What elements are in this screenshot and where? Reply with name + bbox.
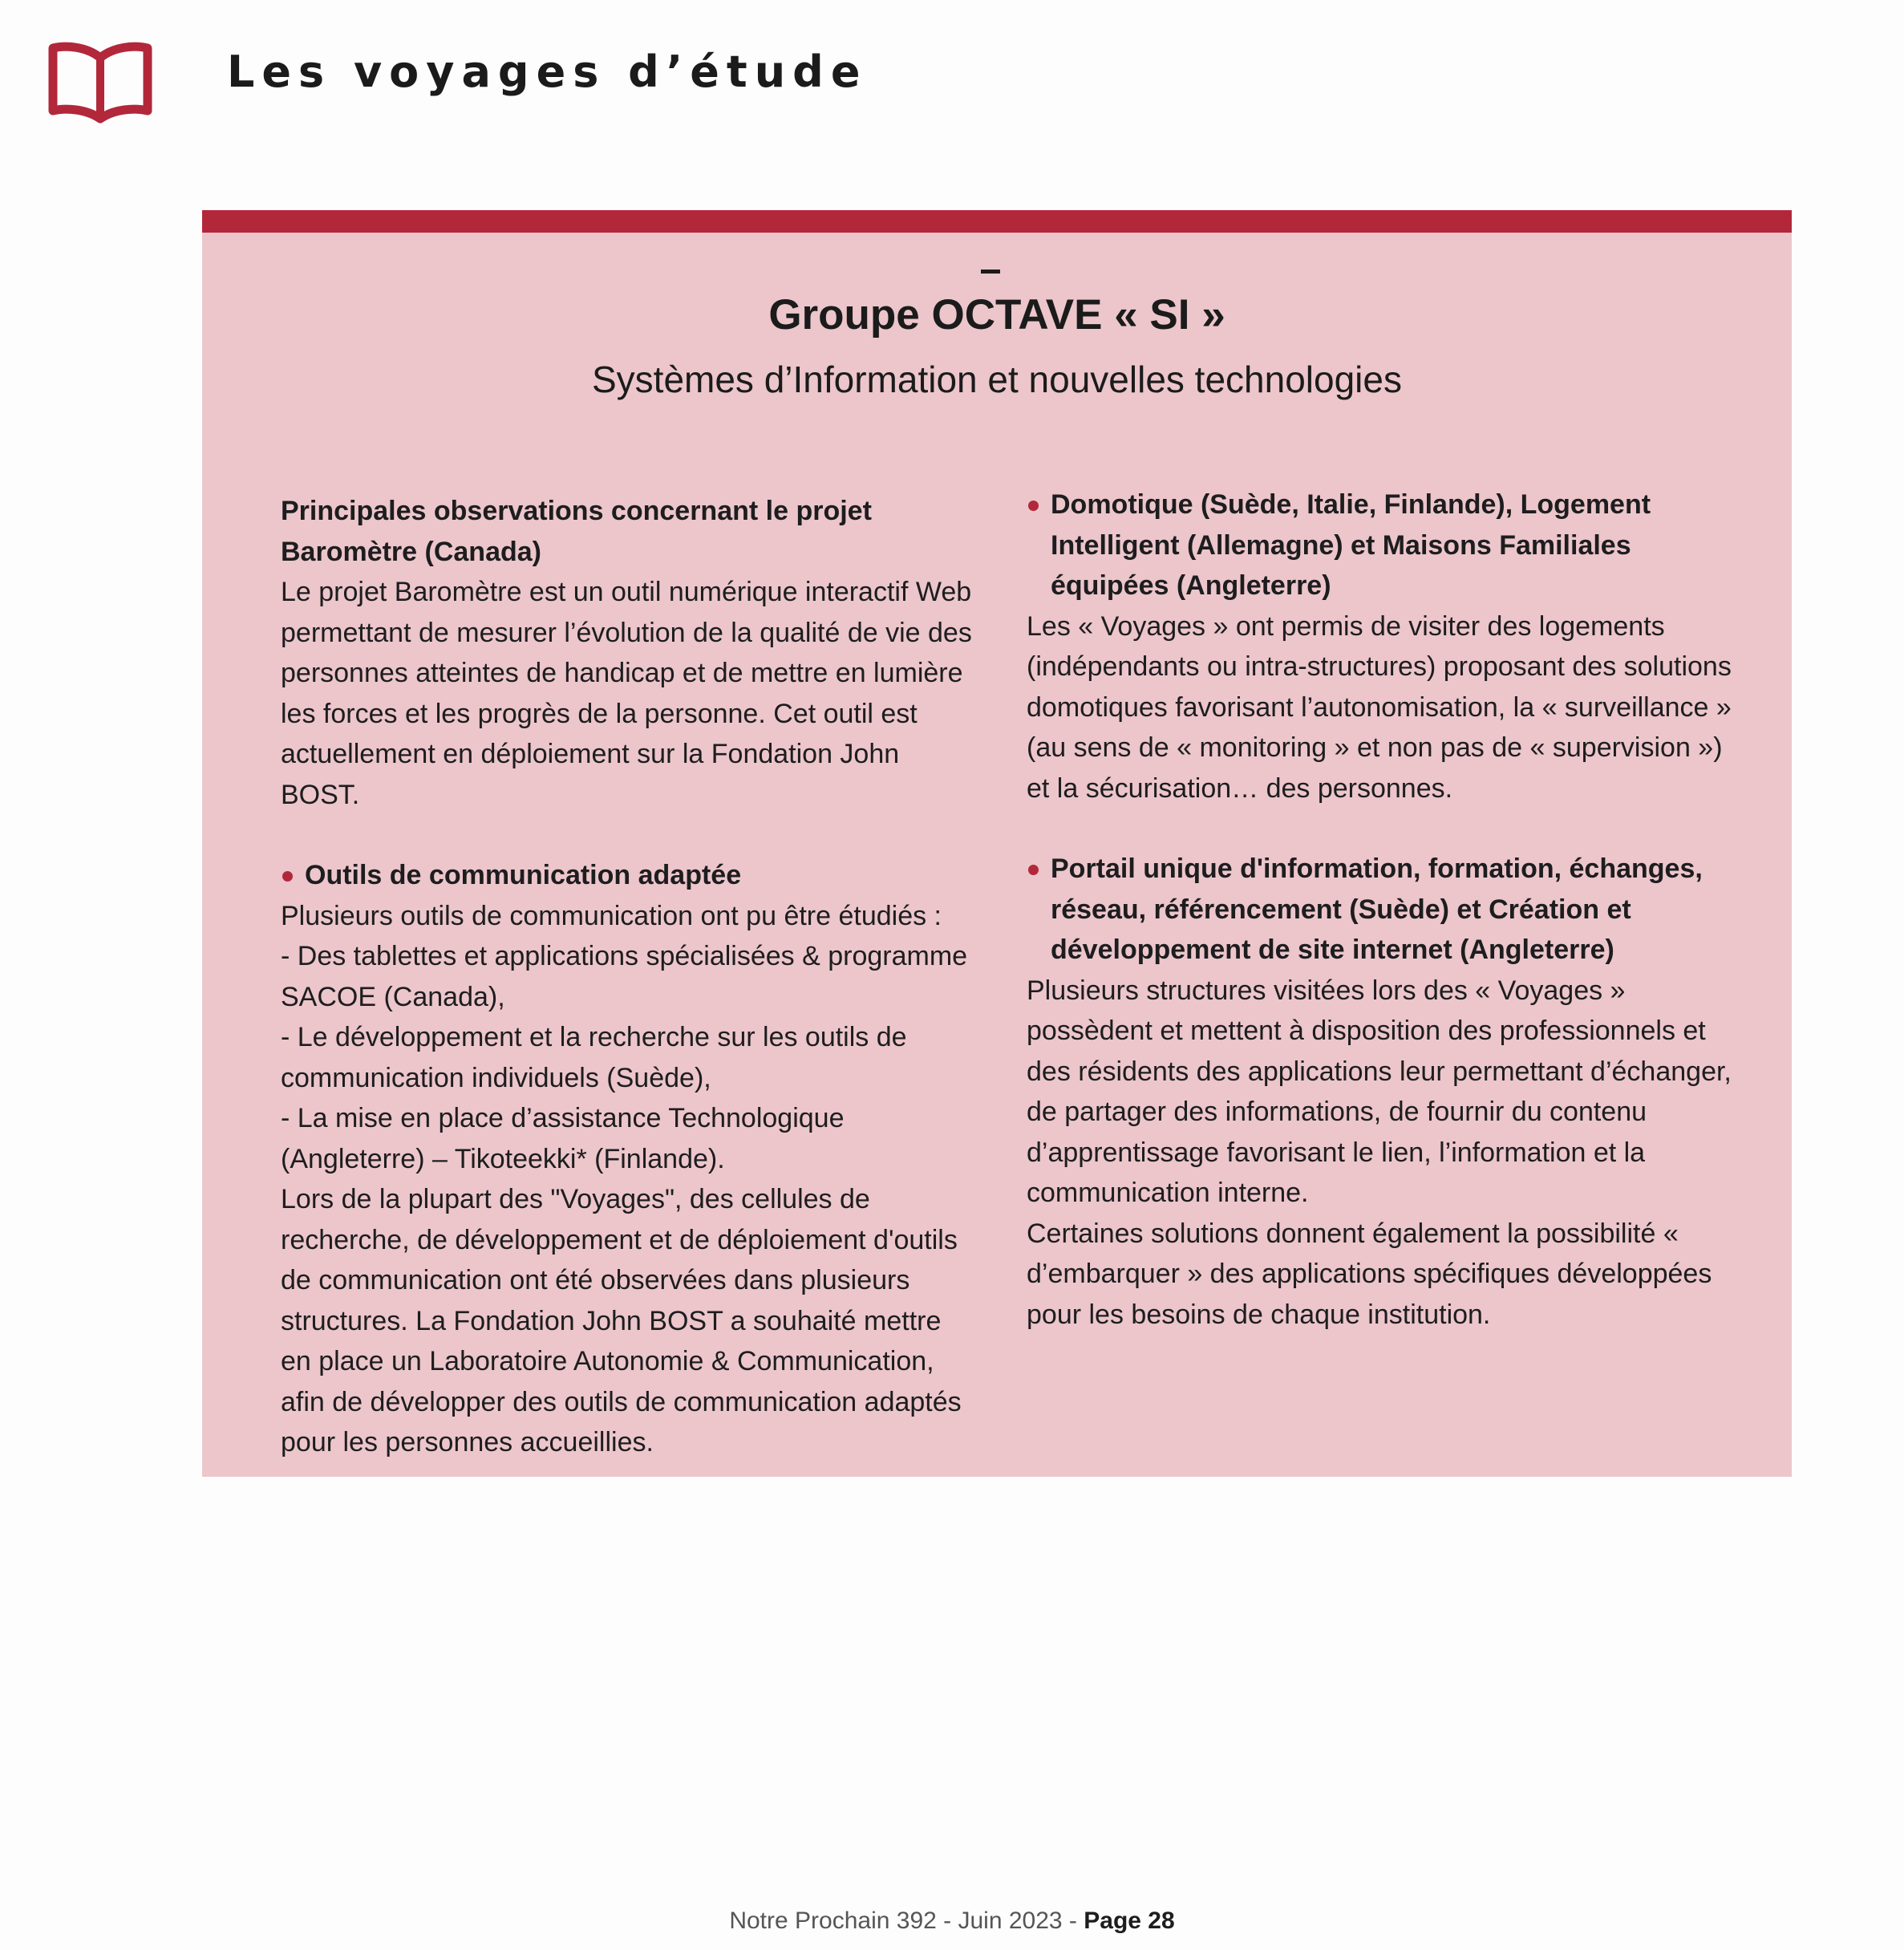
page-number: Page 28 bbox=[1084, 1907, 1175, 1934]
footer-text: Notre Prochain 392 - Juin 2023 - bbox=[729, 1907, 1084, 1934]
page-footer bbox=[0, 1907, 1904, 1935]
left-column bbox=[281, 491, 978, 1463]
section-line: - Des tablettes et applications spécialisées & programme SACOE (Canada), bbox=[281, 941, 968, 1012]
section-line: Certaines solutions donnent également la possibilité « d’embarquer » des applications spécifiques développées pour les besoins de chaque institution. bbox=[1027, 1218, 1712, 1330]
title-dash bbox=[981, 270, 1000, 274]
section-heading-text: Portail unique d'information, formation, échanges, réseau, référencement (Suède) et Création et développement de site internet (Angleterre) bbox=[1051, 853, 1703, 965]
bullet-dot-icon bbox=[1028, 865, 1039, 875]
section-heading-text: Outils de communication adaptée bbox=[305, 860, 742, 890]
section-line: - La mise en place d’assistance Technologique (Angleterre) – Tikoteekki* (Finlande). bbox=[281, 1103, 845, 1174]
section-line: - Le développement et la recherche sur les outils de communication individuels (Suède), bbox=[281, 1022, 907, 1093]
box-top-bar bbox=[202, 210, 1792, 233]
book-icon bbox=[47, 40, 154, 125]
box-subtitle: Systèmes d’Information et nouvelles technologies bbox=[591, 359, 1402, 400]
section-outils-communication bbox=[281, 855, 978, 1463]
section-barometre bbox=[281, 491, 978, 815]
bullet-dot-icon bbox=[1028, 501, 1039, 511]
bullet-dot-icon bbox=[282, 871, 293, 882]
section-heading bbox=[1027, 484, 1732, 606]
box-title: Groupe OCTAVE « SI » bbox=[768, 291, 1225, 339]
section-line: Lors de la plupart des "Voyages", des cellules de recherche, de développement et de déploiement d'outils de communication ont été observées dans plusieurs structures. La Fondation John BOST a souhaité mettre en place un Laboratoire Autonomie & Communication, afin de développer des outils de communication adaptés pour les personnes accueillies. bbox=[281, 1184, 962, 1457]
section-body: Le projet Baromètre est un outil numérique interactif Web permettant de mesurer l’évolution de la qualité de vie des personnes atteintes de handicap et de mettre en lumière les forces et les progrès de la personne. Cet outil est actuellement en déploiement sur la Fondation John BOST. bbox=[281, 577, 972, 810]
section-line: Plusieurs outils de communication ont pu être étudiés : bbox=[281, 900, 942, 931]
section-body: Les « Voyages » ont permis de visiter des logements (indépendants ou intra-structures) proposant des solutions domotiques favorisant l’autonomisation, la « surveillance » (au sens de « monitoring » et non pas de « supervision ») et la sécurisation… des personnes. bbox=[1027, 610, 1732, 804]
section-portail-unique bbox=[1027, 849, 1732, 1335]
section-heading bbox=[281, 855, 978, 896]
page-header-title: Les voyages d’étude bbox=[227, 47, 868, 97]
section-heading: Principales observations concernant le projet Baromètre (Canada) bbox=[281, 496, 872, 567]
section-domotique bbox=[1027, 484, 1732, 809]
section-heading-text: Domotique (Suède, Italie, Finlande), Logement Intelligent (Allemagne) et Maisons Familiales équipées (Angleterre) bbox=[1051, 489, 1651, 601]
right-column bbox=[1027, 484, 1732, 1335]
section-line: Plusieurs structures visitées lors des « Voyages » possèdent et mettent à disposition des professionnels et des résidents des applications leur permettant d’échanger, de partager des informations, de fournir du contenu d’apprentissage favorisant le lien, l’information et la communication interne. bbox=[1027, 975, 1732, 1208]
section-heading bbox=[1027, 849, 1732, 971]
